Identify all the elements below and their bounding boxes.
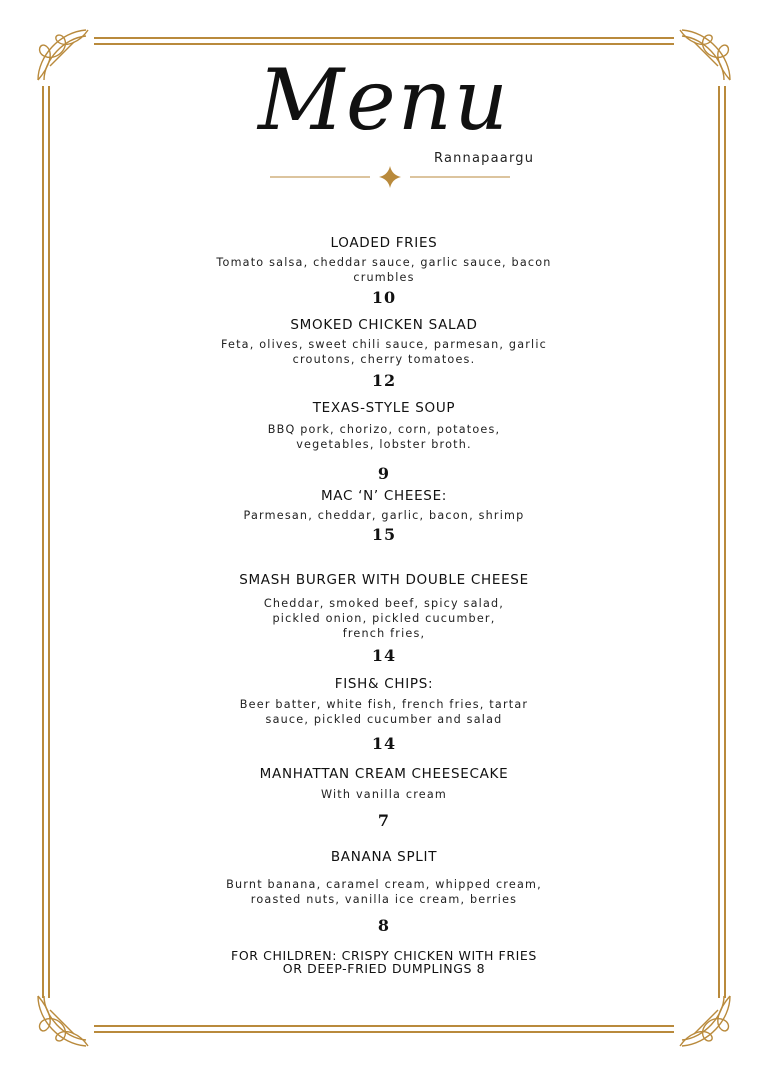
corner-ornament-icon	[674, 990, 738, 1054]
item-description: Burnt banana, caramel cream, whipped cream, roasted nuts, vanilla ice cream, berries	[226, 878, 542, 906]
item-description: Tomato salsa, cheddar sauce, garlic sauce, bacon crumbles	[216, 256, 552, 284]
item-description: Cheddar, smoked beef, spicy salad, pickled onion, pickled cucumber, french fries,	[263, 597, 505, 640]
item-name: FISH& CHIPS:	[334, 676, 434, 692]
menu-item	[0, 571, 768, 665]
frame-top-line	[94, 43, 674, 45]
menu-item	[0, 675, 768, 753]
item-description: Feta, olives, sweet chili sauce, parmesan, garlic croutons, cherry tomatoes.	[220, 338, 548, 366]
item-name: LOADED FRIES	[330, 235, 438, 251]
restaurant-name: Rannapaargu	[434, 151, 535, 166]
menu-item	[0, 848, 768, 935]
item-price: 10	[371, 288, 397, 307]
item-description: With vanilla cream	[320, 788, 447, 801]
item-price: 8	[377, 916, 391, 935]
frame-bottom-line	[94, 1031, 674, 1033]
item-description: BBQ pork, chorizo, corn, potatoes, vegetables, lobster broth.	[267, 423, 501, 451]
item-name: SMOKED CHICKEN SALAD	[290, 317, 478, 333]
item-price: 15	[371, 525, 397, 544]
item-name: SMASH BURGER WITH DOUBLE CHEESE	[239, 572, 529, 588]
corner-ornament-icon	[30, 990, 94, 1054]
children-menu-text: FOR CHILDREN: CRISPY CHICKEN WITH FRIES OR DEEP-FRIED DUMPLINGS 8	[231, 948, 537, 976]
item-description: Parmesan, cheddar, garlic, bacon, shrimp	[243, 509, 525, 522]
children-menu-note	[0, 949, 768, 975]
item-price: 14	[371, 646, 397, 665]
item-price: 12	[371, 371, 397, 390]
menu-item	[0, 765, 768, 830]
item-name: MANHATTAN CREAM CHEESECAKE	[259, 766, 509, 782]
item-price: 7	[377, 811, 391, 830]
item-name: TEXAS-STYLE SOUP	[312, 400, 456, 416]
menu-item	[0, 234, 768, 307]
menu-item	[0, 487, 768, 544]
star-divider-icon	[270, 166, 510, 188]
item-name: MAC ‘N’ CHEESE:	[320, 488, 448, 504]
item-price: 9	[377, 464, 391, 483]
item-price: 14	[371, 734, 397, 753]
menu-item	[0, 316, 768, 390]
menu-item	[0, 399, 768, 483]
frame-top-line	[94, 37, 674, 39]
menu-title: Menu	[258, 51, 510, 149]
frame-bottom-line	[94, 1025, 674, 1027]
item-name: BANANA SPLIT	[330, 849, 438, 865]
item-description: Beer batter, white fish, french fries, tartar sauce, pickled cucumber and salad	[239, 698, 529, 726]
